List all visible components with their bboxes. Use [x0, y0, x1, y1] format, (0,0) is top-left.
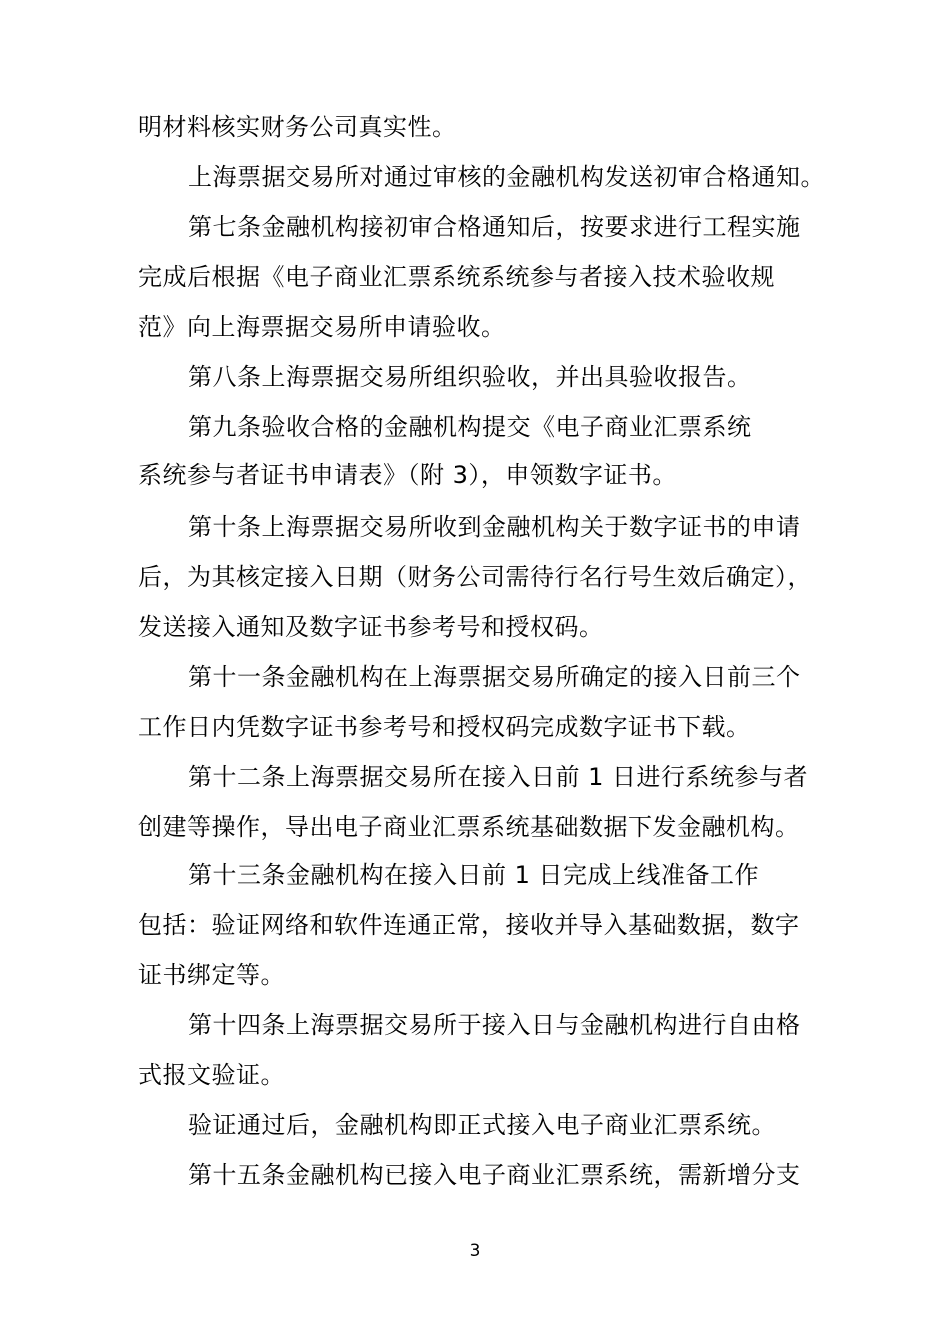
text-line: 证书绑定等。: [138, 961, 285, 989]
page-number: 3: [469, 1241, 481, 1261]
text-line: 完成后根据《电子商业汇票系统系统参与者接入技术验收规: [138, 263, 775, 291]
text-line: 后，为其核定接入日期（财务公司需待行名行号生效后确定），: [138, 563, 812, 591]
text-line: 第八条上海票据交易所组织验收，并出具验收报告。: [188, 363, 752, 391]
text-line: 第十条上海票据交易所收到金融机构关于数字证书的申请: [188, 513, 801, 541]
text-line: 发送接入通知及数字证书参考号和授权码。: [138, 613, 604, 641]
text-line: 验证通过后，金融机构即正式接入电子商业汇票系统。: [188, 1111, 776, 1139]
text-line: 第十三条金融机构在接入日前 1 日完成上线准备工作: [188, 861, 760, 889]
text-line: 第七条金融机构接初审合格通知后，按要求进行工程实施: [188, 213, 801, 241]
text-line: 包括：验证网络和软件连通正常，接收并导入基础数据，数字: [138, 911, 800, 939]
text-line: 创建等操作，导出电子商业汇票系统基础数据下发金融机构。: [138, 813, 800, 841]
text-line: 系统参与者证书申请表》（附 3），申领数字证书。: [138, 461, 677, 489]
text-line: 范》向上海票据交易所申请验收。: [138, 313, 506, 341]
text-line: 式报文验证。: [138, 1061, 285, 1089]
text-line: 第十一条金融机构在上海票据交易所确定的接入日前三个: [188, 663, 801, 691]
text-line: 工作日内凭数字证书参考号和授权码完成数字证书下载。: [138, 713, 751, 741]
text-line: 上海票据交易所对通过审核的金融机构发送初审合格通知。: [188, 163, 825, 191]
text-line: 第十二条上海票据交易所在接入日前 1 日进行系统参与者: [188, 763, 809, 791]
text-line: 第九条验收合格的金融机构提交《电子商业汇票系统: [188, 413, 752, 441]
text-line: 明材料核实财务公司真实性。: [138, 113, 457, 141]
text-line: 第十五条金融机构已接入电子商业汇票系统，需新增分支: [188, 1161, 801, 1189]
text-line: 第十四条上海票据交易所于接入日与金融机构进行自由格: [188, 1011, 801, 1039]
